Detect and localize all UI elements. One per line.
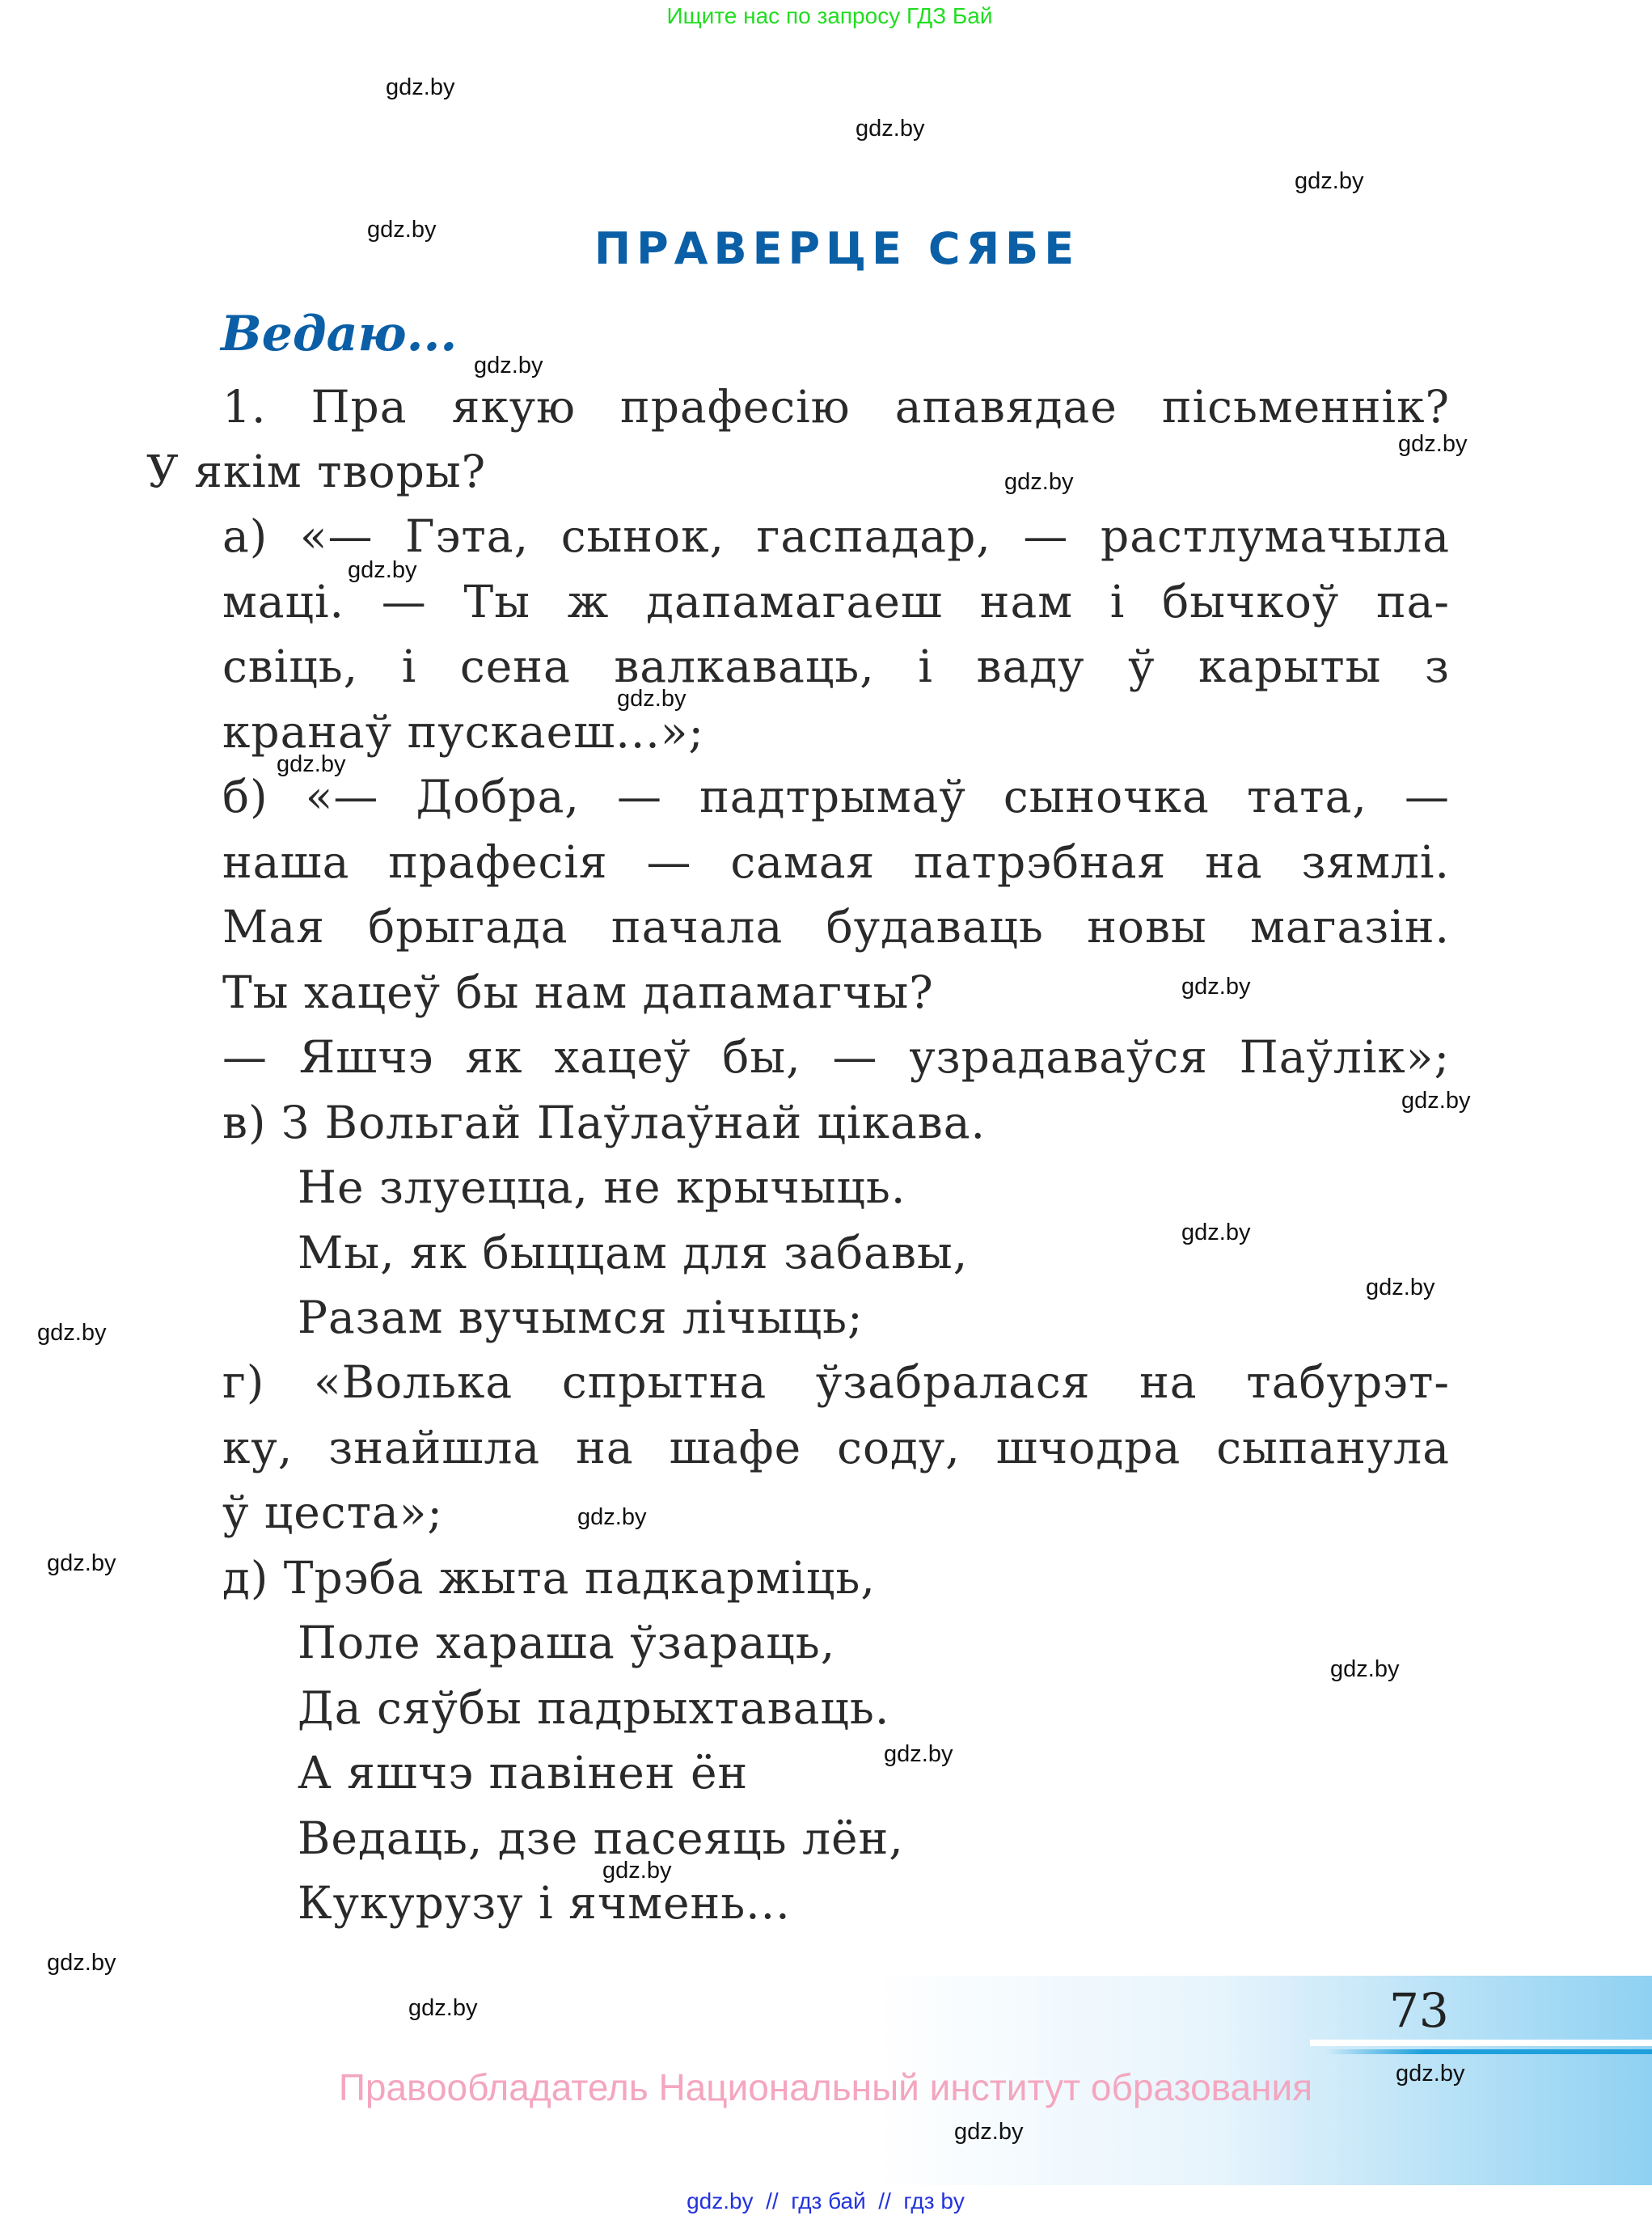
page-number: 73 [1389, 1983, 1449, 2038]
text-line: кранаў пускаеш...»; [222, 706, 704, 758]
watermark: gdz.by [37, 1320, 107, 1346]
watermark: gdz.by [954, 2119, 1024, 2145]
watermark: gdz.by [1396, 2061, 1465, 2087]
text-line: Не злуецца, не крычыць. [298, 1161, 906, 1213]
watermark: gdz.by [1401, 1088, 1471, 1114]
text-line: 1. Пра якую прафесію апавядае пісьменнік? [222, 381, 1450, 433]
text-line: ку, знайшла на шафе соду, шчодра сыпанула [222, 1422, 1450, 1474]
watermark: gdz.by [277, 751, 346, 777]
copyright-notice: Правообладатель Национальный институт образования [338, 2066, 1313, 2108]
text-line: А яшчэ павінен ён [298, 1747, 749, 1799]
text-line: Да сяўбы падрыхтаваць. [298, 1682, 890, 1734]
watermark: gdz.by [1181, 1220, 1251, 1245]
watermark: gdz.by [617, 686, 687, 712]
watermark: gdz.by [367, 217, 437, 243]
watermark: gdz.by [884, 1741, 953, 1767]
text-line: в) З Вольгай Паўлаўнай цікава. [222, 1097, 986, 1148]
watermark: gdz.by [577, 1504, 647, 1530]
watermark: gdz.by [602, 1858, 672, 1884]
text-line: свіць, і сена валкаваць, і ваду ў карыты з [222, 641, 1450, 692]
watermark: gdz.by [1366, 1275, 1435, 1300]
watermark: gdz.by [856, 116, 925, 142]
watermark: gdz.by [1330, 1656, 1400, 1682]
text-line: наша прафесія — самая патрэбная на зямлі. [222, 836, 1450, 888]
text-line: Мая брыгада пачала будаваць новы магазін. [222, 901, 1450, 953]
text-line: Поле хараша ўзараць, [298, 1617, 836, 1668]
page-number-rule [1326, 2049, 1652, 2054]
watermark: gdz.by [474, 353, 543, 378]
watermark: gdz.by [1295, 168, 1364, 194]
text-line: — Яшчэ як хацеў бы, — узрадаваўся Паўлік»; [222, 1031, 1450, 1083]
text-line: б) «— Добра, — падтрымаў сыночка тата, — [222, 771, 1450, 822]
watermark: gdz.by [1398, 431, 1468, 457]
watermark: gdz.by [348, 557, 417, 583]
text-line: У якім творы? [146, 446, 487, 497]
text-line: Ты хацеў бы нам дапамагчы? [222, 966, 934, 1018]
text-line: д) Трэба жыта падкарміць, [222, 1552, 876, 1604]
watermark: gdz.by [408, 1995, 478, 2021]
text-line: Мы, як быццам для забавы, [298, 1227, 969, 1279]
text-line: ў цеста»; [222, 1486, 443, 1538]
watermark: gdz.by [1004, 469, 1074, 495]
section-subtitle: Ведаю... [221, 306, 458, 362]
text-line: Разам вучымся лічыць; [298, 1292, 864, 1343]
watermark: gdz.by [47, 1950, 116, 1976]
page-title: ПРАВЕРЦЕ СЯБЕ [594, 223, 1080, 274]
text-line: г) «Волька спрытна ўзабралася на табурэт- [222, 1356, 1450, 1408]
text-line: а) «— Гэта, сынок, гаспадар, — растлумачыла [222, 510, 1450, 562]
footer-links[interactable]: gdz.by // гдз бай // гдз by [687, 2188, 965, 2213]
text-line: Кукурузу і ячмень... [298, 1877, 791, 1929]
watermark: gdz.by [386, 74, 455, 100]
watermark: gdz.by [47, 1550, 116, 1576]
page-number-rule [1310, 2040, 1652, 2046]
text-line: Ведаць, дзе пасеяць лён, [298, 1812, 904, 1864]
text-line: маці. — Ты ж дапамагаеш нам і бычкоў па- [222, 576, 1450, 628]
watermark: gdz.by [1181, 974, 1251, 1000]
top-banner[interactable]: Ищите нас по запросу ГДЗ Бай [666, 3, 993, 28]
